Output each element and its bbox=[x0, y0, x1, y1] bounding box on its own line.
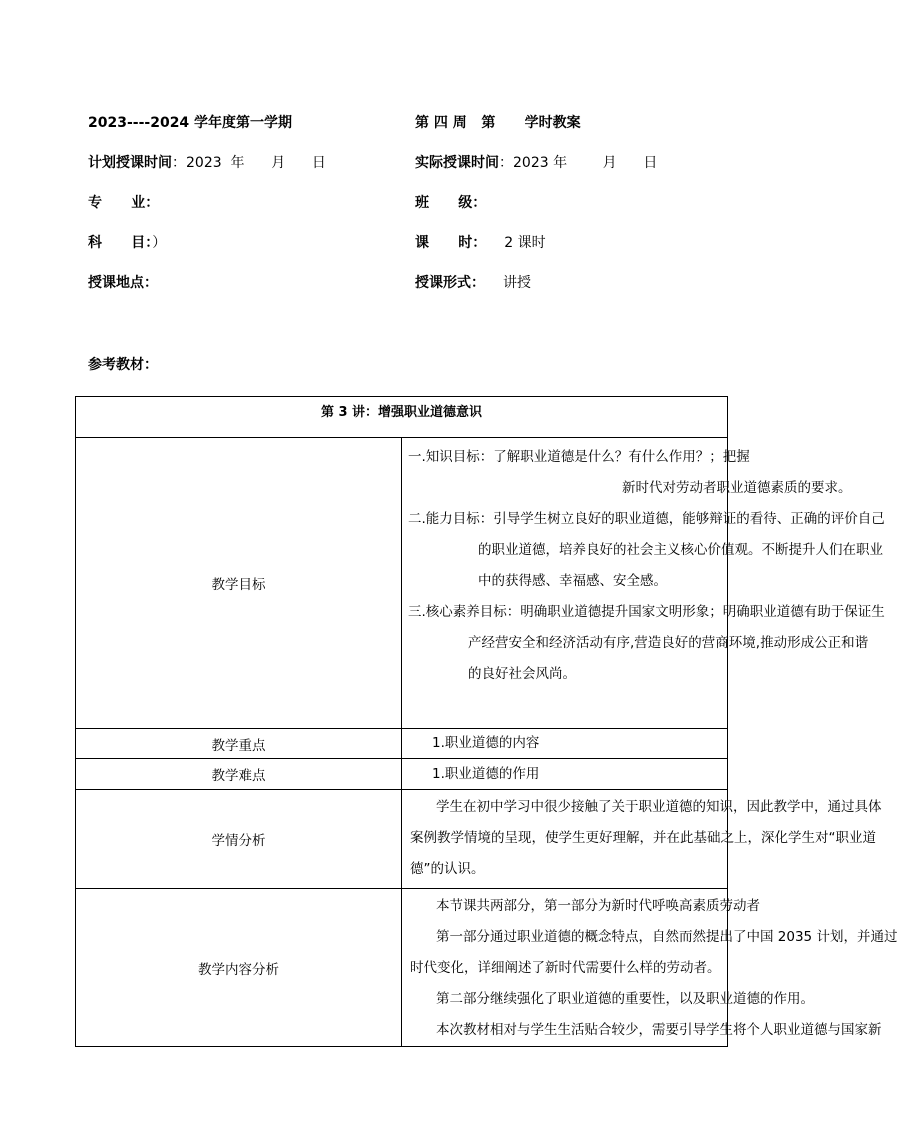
content-label: 教学内容分析 bbox=[76, 889, 402, 1047]
content-line: 时代变化，详细阐述了新时代需要什么样的劳动者。 bbox=[410, 960, 721, 976]
objective-line: 二.能力目标：引导学生树立良好的职业道德，能够辩证的看待、正确的评价自己 bbox=[408, 511, 885, 527]
analysis-line: 德”的认识。 bbox=[410, 861, 485, 877]
lesson-plan-table bbox=[75, 396, 897, 1047]
analysis-line: 案例教学情境的呈现，使学生更好理解，并在此基础之上，深化学生对“职业道 bbox=[410, 830, 876, 846]
form-value: 讲授 bbox=[503, 275, 531, 291]
difficulties-row bbox=[76, 759, 728, 790]
objective-line: 一.知识目标：了解职业道德是什么？有什么作用？；把握 bbox=[408, 449, 750, 465]
objective-line: 的良好社会风尚。 bbox=[468, 666, 576, 682]
objective-line: 三.核心素养目标：明确职业道德提升国家文明形象；明确职业道德有助于保证生 bbox=[408, 604, 885, 620]
lecture-title: 第 3 讲：增强职业道德意识 bbox=[320, 405, 483, 420]
hours-value: 2 课时 bbox=[504, 235, 546, 251]
key-points-row bbox=[76, 729, 728, 759]
content-line: 第二部分继续强化了职业道德的重要性，以及职业道德的作用。 bbox=[436, 991, 814, 1007]
objectives-cell bbox=[402, 438, 885, 729]
objective-line: 产经营安全和经济活动有序,营造良好的营商环境,推动形成公正和谐 bbox=[468, 635, 869, 651]
actual-time-value: ：2023 年 月 日 bbox=[499, 155, 658, 171]
analysis-line: 学生在初中学习中很少接触了关于职业道德的知识，因此教学中，通过具体 bbox=[436, 799, 882, 815]
content-line: 本次教材相对与学生生活贴合较少，需要引导学生将个人职业道德与国家新 bbox=[436, 1022, 882, 1038]
actual-time bbox=[415, 154, 657, 172]
table-title-row bbox=[76, 397, 728, 438]
objectives-row bbox=[76, 438, 728, 729]
form-label: 授课形式： bbox=[415, 275, 485, 291]
key-points-value: 1.职业道德的内容 bbox=[432, 735, 540, 751]
difficulties-value: 1.职业道德的作用 bbox=[432, 766, 540, 782]
content-line: 第一部分通过职业道德的概念特点，自然而然提出了中国 2035 计划，并通过 bbox=[436, 929, 897, 945]
lecture-title-cell bbox=[76, 397, 728, 438]
subject bbox=[88, 234, 166, 252]
subject-value: ） bbox=[152, 235, 167, 251]
content-line: 本节课共两部分，第一部分为新时代呼唤高素质劳动者 bbox=[436, 898, 760, 914]
class-label: 班 级： bbox=[415, 195, 487, 211]
plan-time-label: 计划授课时间 bbox=[88, 155, 172, 171]
analysis-row bbox=[76, 790, 728, 889]
actual-time-label: 实际授课时间 bbox=[415, 155, 499, 171]
semester-label: 2023----2024 学年度第一学期 bbox=[88, 115, 293, 131]
objective-line: 中的获得感、幸福感、安全感。 bbox=[478, 573, 667, 589]
analysis-cell bbox=[402, 790, 882, 889]
hours-label: 课 时： bbox=[415, 235, 487, 251]
week-label: 第 四 周 第 学时教案 bbox=[415, 115, 581, 131]
textbook-label: 参考教材： bbox=[88, 357, 158, 373]
objective-line: 新时代对劳动者职业道德素质的要求。 bbox=[622, 480, 852, 496]
difficulties-label: 教学难点 bbox=[76, 759, 402, 790]
subject-label: 科 目： bbox=[88, 235, 153, 251]
content-row bbox=[76, 889, 728, 1047]
objective-line: 的职业道德，培养良好的社会主义核心价值观。不断提升人们在职业 bbox=[478, 542, 883, 558]
key-points-label: 教学重点 bbox=[76, 729, 402, 759]
plan-time-value: ：2023 年 月 日 bbox=[172, 155, 326, 171]
key-points-cell bbox=[402, 729, 728, 759]
place-label: 授课地点： bbox=[88, 275, 158, 291]
major-label: 专 业： bbox=[88, 195, 160, 211]
content-cell bbox=[402, 889, 897, 1047]
hours bbox=[415, 234, 546, 252]
objectives-label: 教学目标 bbox=[76, 438, 402, 729]
difficulties-cell bbox=[402, 759, 728, 790]
form bbox=[415, 274, 531, 292]
analysis-label: 学情分析 bbox=[76, 790, 402, 889]
plan-time bbox=[88, 154, 326, 172]
